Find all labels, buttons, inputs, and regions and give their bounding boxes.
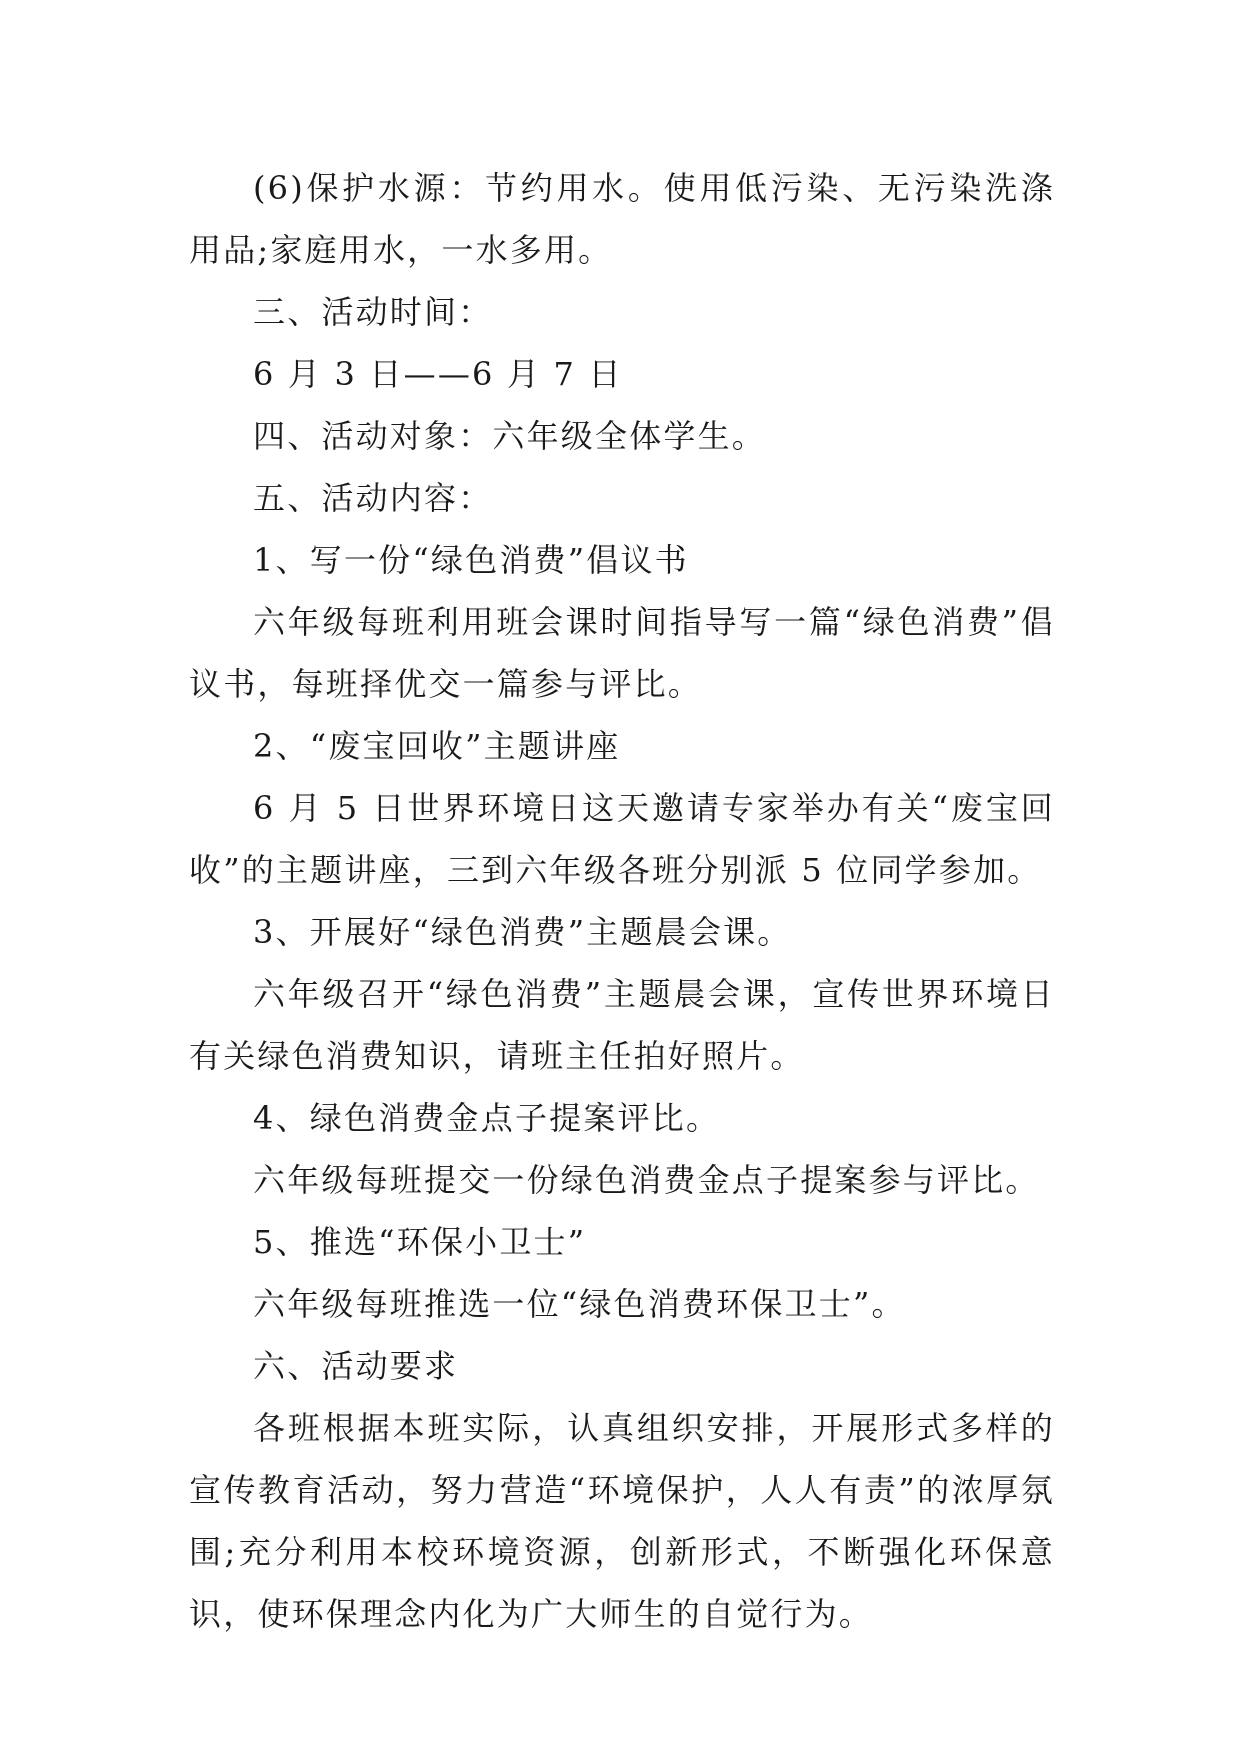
item-3-title: 3、开展好“绿色消费”主题晨会课。 <box>253 913 792 951</box>
document-body <box>189 157 1055 1645</box>
item-4-body: 六年级每班提交一份绿色消费金点子提案参与评比。 <box>253 1161 1040 1199</box>
paragraph-activity-dates: 6 月 3 日——6 月 7 日 <box>253 355 623 393</box>
paragraph-requirements-body: 各班根据本班实际，认真组织安排，开展形式多样的宣传教育活动，努力营造“环境保护，人人有责”的浓厚氛围;充分利用本校环境资源，创新形式，不断强化环保意识，使环保理念内化为广大师生的自觉行为。 <box>189 1409 1055 1633</box>
item-4-title: 4、绿色消费金点子提案评比。 <box>253 1099 721 1137</box>
heading-activity-time: 三、活动时间： <box>253 293 493 331</box>
item-2-title: 2、“废宝回收”主题讲座 <box>253 727 621 765</box>
item-1-title: 1、写一份“绿色消费”倡议书 <box>253 541 689 579</box>
item-5-body: 六年级每班推选一位“绿色消费环保卫士”。 <box>253 1285 906 1323</box>
item-1-body: 六年级每班利用班会课时间指导写一篇“绿色消费”倡议书，每班择优交一篇参与评比。 <box>189 603 1055 703</box>
item-3-body: 六年级召开“绿色消费”主题晨会课，宣传世界环境日有关绿色消费知识，请班主任拍好照片。 <box>189 975 1055 1075</box>
paragraph-water-protection: (6)保护水源：节约用水。使用低污染、无污染洗涤用品;家庭用水，一水多用。 <box>189 169 1055 269</box>
item-2-body: 6 月 5 日世界环境日这天邀请专家举办有关“废宝回收”的主题讲座，三到六年级各班分别派 5 位同学参加。 <box>189 789 1055 889</box>
heading-activity-target: 四、活动对象：六年级全体学生。 <box>253 417 767 455</box>
item-5-title: 5、推选“环保小卫士” <box>253 1223 587 1261</box>
heading-activity-content: 五、活动内容： <box>253 479 493 517</box>
heading-activity-requirements: 六、活动要求 <box>253 1347 459 1385</box>
